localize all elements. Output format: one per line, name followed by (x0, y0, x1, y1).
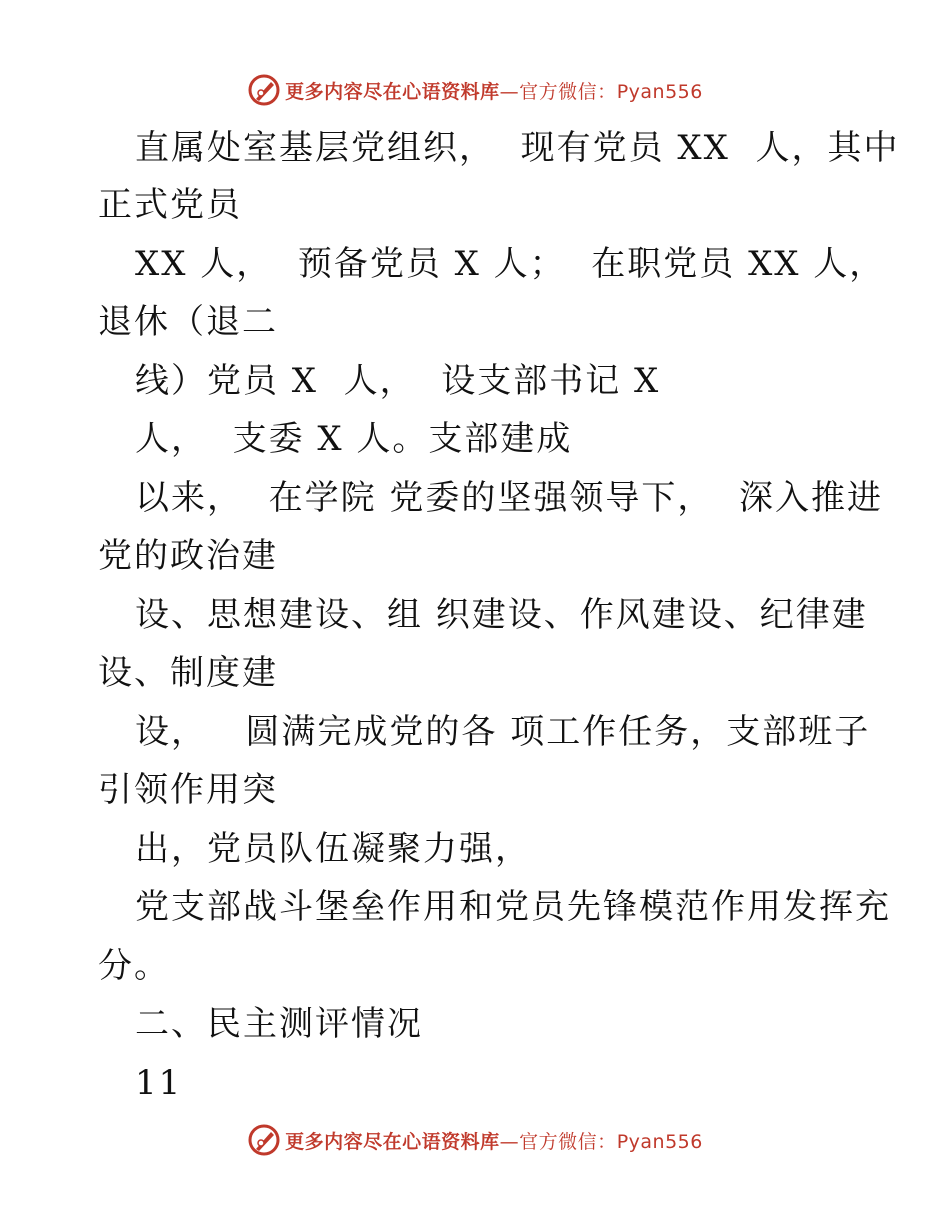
body-line-8: 党的政治建 (98, 536, 278, 576)
page-number: 11 (135, 1063, 183, 1103)
body-line-1: 直属处室基层党组织， 现有党员 XX 人，其中 (135, 128, 900, 168)
body-line-11: 设， 圆满完成党的各 项工作任务，支部班子 (135, 712, 871, 752)
watermark-text: 更多内容尽在心语资料库—官方微信：Pyan556 (285, 80, 703, 103)
body-line-9: 设、思想建设、组 织建设、作风建设、纪律建 (135, 595, 868, 635)
header-watermark (0, 70, 950, 110)
body-line-5: 线）党员 X 人， 设支部书记 X (135, 361, 661, 401)
footer-watermark (0, 1120, 950, 1160)
section-heading: 二、民主测评情况 (135, 1004, 423, 1044)
body-line-7: 以来， 在学院 党委的坚强领导下， 深入推进 (135, 478, 884, 518)
quill-seal-icon (247, 1123, 281, 1157)
body-line-14: 党支部战斗堡垒作用和党员先锋模范作用发挥充 (135, 887, 891, 927)
body-line-10: 设、制度建 (98, 653, 278, 693)
body-line-13: 出，党员队伍凝聚力强， (135, 829, 531, 869)
body-line-6: 人， 支委 X 人。支部建成 (135, 419, 573, 459)
body-line-15: 分。 (98, 946, 170, 986)
body-line-3: XX 人， 预备党员 X 人； 在职党员 XX 人， (135, 244, 886, 284)
body-line-4: 退休（退二 (98, 302, 278, 342)
quill-seal-icon (247, 73, 281, 107)
body-line-12: 引领作用突 (98, 770, 278, 810)
watermark-text: 更多内容尽在心语资料库—官方微信：Pyan556 (285, 1130, 703, 1153)
body-line-2: 正式党员 (98, 185, 242, 225)
